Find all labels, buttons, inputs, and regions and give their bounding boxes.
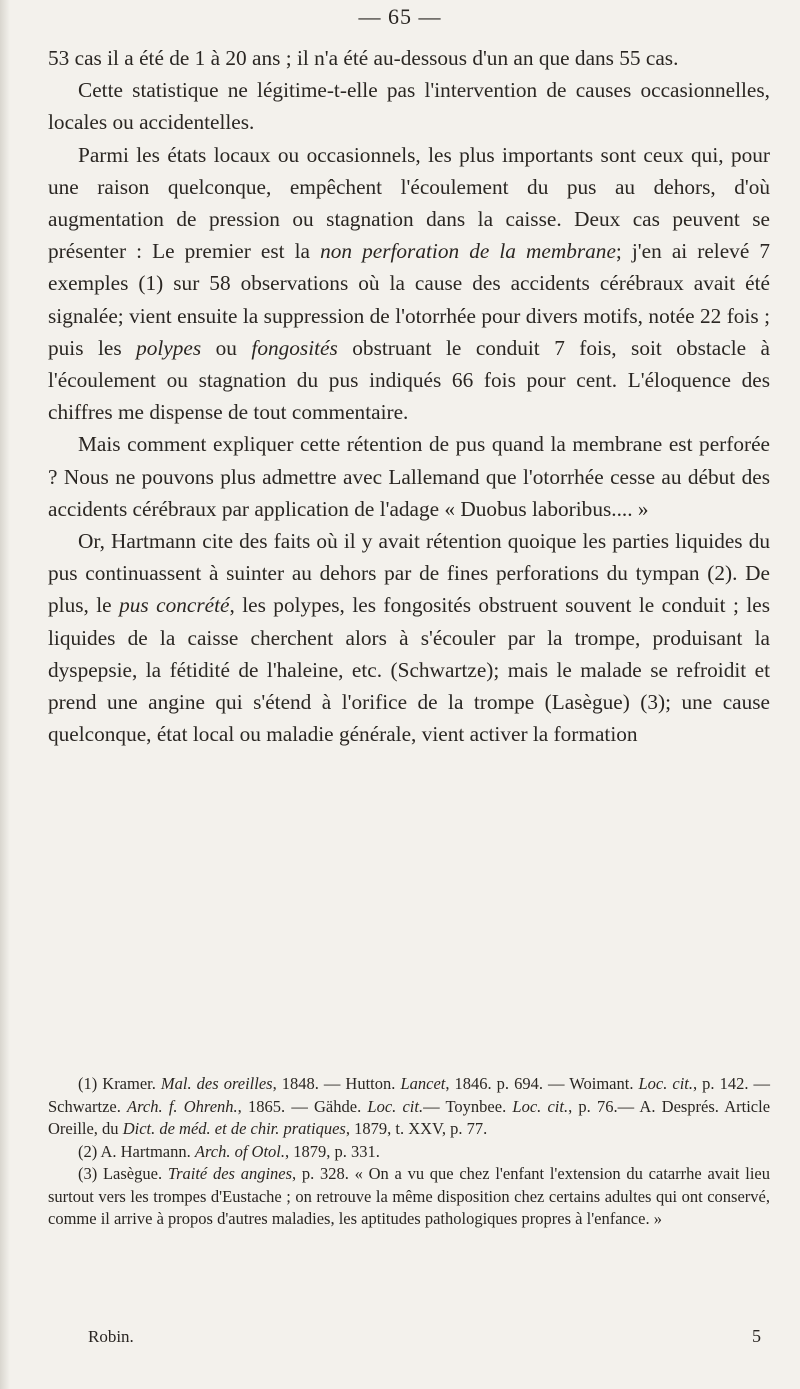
text-segment: (3) Lasègue. — [78, 1164, 168, 1183]
text-segment: , p. 76.— A. Després. Article Oreille, du — [48, 1096, 771, 1138]
text-segment: Parmi les états locaux ou occasionnels, les plus importants sont ceux qui, pour une raison quelconque, empêchent l'écoulement du pus au dehors, d'où augmentation de pression ou stagnation dans la caisse. Deux cas peuvent se présenter : Le premier est la — [48, 142, 770, 264]
body-paragraph — [48, 74, 770, 138]
italic-text-segment: Loc. cit. — [367, 1096, 424, 1116]
text-segment: (1) Kramer. — [78, 1074, 161, 1093]
italic-text-segment: Loc. cit. — [638, 1074, 694, 1093]
text-segment: (2) A. Hartmann. — [78, 1141, 195, 1161]
text-segment: — Toynbee. — [423, 1096, 513, 1116]
italic-text-segment: Loc. cit. — [512, 1096, 569, 1116]
text-segment: Or, Hartmann cite des faits où il y avait rétention quoique les parties liquides du pus continuassent à suinter au dehors par de fines perforations du tympan (2). De plus, le — [48, 529, 770, 618]
italic-text-segment: polypes — [136, 335, 202, 360]
text-segment: Mais comment expliquer cette rétention de pus quand la membrane est perforée ? Nous ne pouvons plus admettre avec Lallemand que l'otorrhée cesse au début des accidents cérébraux par application de l'adage « Duobus laboribus.... » — [48, 432, 770, 521]
text-segment: , p. 328. « On a vu que chez l'enfant l'extension du catarrhe avait lieu surtout vers les trompes d'Eustache ; on retrouve la même disposition chez certains adultes qui ont conservé, comme il arrive à propos d'autres maladies, les aptitudes pathologiques propres à l'enfance. » — [48, 1164, 770, 1228]
body-paragraph — [48, 139, 770, 429]
text-segment: 53 cas il a été de 1 à 20 ans ; il n'a été au-dessous d'un an que dans 55 cas. — [48, 46, 679, 70]
text-segment: obstruant le conduit 7 fois, soit obstacle à l'écoulement ou stagnation du pus indiqués 66 fois pour cent. L'éloquence des chiffres me dispense de tout commentaire. — [48, 335, 770, 425]
signature-mark-robin: Robin. — [88, 1327, 134, 1346]
italic-text-segment: fongosités — [251, 335, 338, 360]
text-segment: , les polypes, les fongosités obstruent souvent le conduit ; les liquides de la caisse cherchent alors à s'écouler par la trompe, produisant la dyspepsie, la fétidité de l'haleine, etc. (Schwartze); mais le malade se refroidit et prend une angine qui s'étend à l'orifice de la trompe (Lasègue) (3); une cause quelconque, état local ou maladie générale, vient activer la formation — [48, 593, 770, 747]
body-text — [48, 42, 770, 750]
italic-text-segment: Lancet — [400, 1074, 446, 1093]
footnote — [48, 1163, 770, 1231]
italic-text-segment: Arch. of Otol. — [194, 1141, 285, 1161]
text-segment: , 1879, t. XXV, p. 77. — [345, 1119, 488, 1138]
text-segment: ou — [201, 335, 252, 360]
italic-text-segment: Traité des angines — [167, 1164, 293, 1183]
footnotes — [48, 1073, 770, 1231]
text-segment: , 1865. — Gähde. — [237, 1096, 368, 1116]
text-segment: , 1879, p. 331. — [285, 1141, 380, 1161]
page-edge-shadow — [0, 0, 10, 1389]
body-paragraph — [48, 428, 770, 525]
page-number: — 65 — — [358, 4, 442, 29]
italic-text-segment: non perforation de la membrane — [320, 239, 616, 264]
italic-text-segment: Dict. de méd. et de chir. pratiques — [122, 1119, 346, 1138]
text-segment: Cette statistique ne légitime-t-elle pas l'intervention de causes occasionnelles, locales ou accidentelles. — [48, 78, 770, 135]
footnote — [48, 1141, 770, 1164]
text-segment: ; j'en ai relevé 7 exemples (1) sur 58 observations où la cause des accidents cérébraux avait été signalée; vient ensuite la suppression de l'otorrhée pour divers motifs, notée 22 fois ; puis les — [48, 239, 770, 360]
body-paragraph — [48, 525, 770, 750]
text-segment: , 1848. — Hutton. — [272, 1074, 401, 1093]
italic-text-segment: Mal. des oreilles — [160, 1074, 273, 1093]
text-segment: , 1846. p. 694. — Woimant. — [445, 1074, 639, 1093]
footnote — [48, 1073, 770, 1141]
body-paragraph — [48, 42, 770, 74]
italic-text-segment: pus concrété — [119, 593, 230, 618]
gathering-signature-number: 5 — [752, 1326, 761, 1346]
italic-text-segment: Arch. f. Ohrenh. — [127, 1096, 238, 1116]
text-segment: , p. 142. — Schwartze. — [48, 1074, 771, 1116]
